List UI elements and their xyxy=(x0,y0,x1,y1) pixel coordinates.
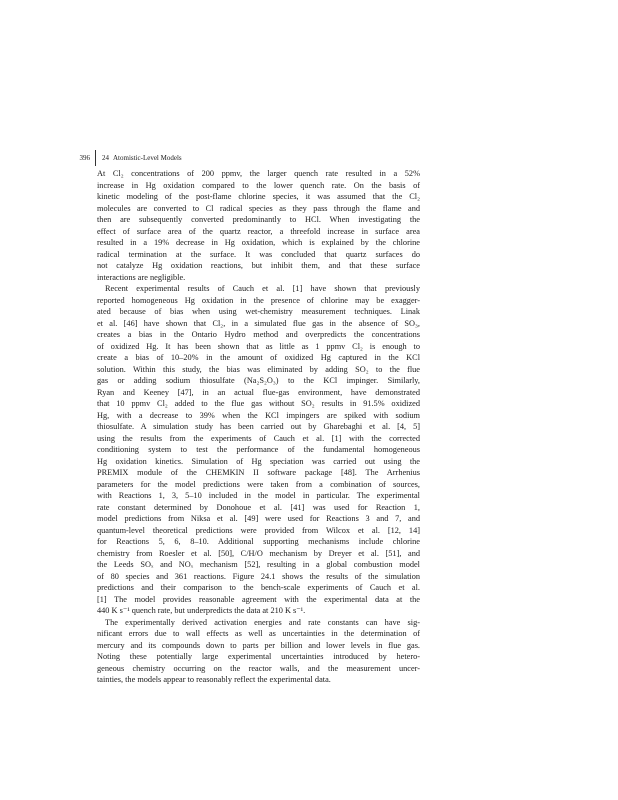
text-line: then are subsequently converted predominantly to HCl. When investigating the xyxy=(97,215,420,224)
header-divider xyxy=(95,150,96,166)
text-line: predictions and their comparison to the bench-scale experiments of Cauch et al. xyxy=(97,583,420,592)
text-line: resulted in a 19% decrease in Hg oxidation, which is explained by the chlorine xyxy=(97,238,420,247)
text-line: the Leeds SOₓ and NOₓ mechanism [52], resulting in a global combustion model xyxy=(97,560,420,569)
text-line: Recent experimental results of Cauch et al. [1] have shown that previously xyxy=(105,284,420,293)
text-line: with Reactions 1, 3, 5–10 included in the model in particular. The experimental xyxy=(97,491,420,500)
text-line: increase in Hg oxidation compared to the lower quench rate. On the basis of xyxy=(97,180,420,190)
text-line: 440 K s⁻¹ quench rate, but underpredicts the data at 210 K s⁻¹. xyxy=(97,606,306,615)
text-line: The experimentally derived activation energies and rate constants can have sig- xyxy=(105,617,420,627)
text-line: create a bias of 10–20% in the amount of oxidized Hg captured in the KCl xyxy=(97,353,420,362)
text-line: quantum-level theoretical predictions were provided from Wilcox et al. [12, 14] xyxy=(97,525,420,535)
text-line: kinetic modeling of the post-flame chlorine species, it was assumed that the Cl₂ xyxy=(97,192,420,201)
text-line: conditioning system to test the performance of the fundamental homogeneous xyxy=(97,445,420,454)
text-line: Ryan and Keeney [47], in an actual flue-gas environment, have demonstrated xyxy=(97,387,420,397)
text-line: interactions are negligible. xyxy=(97,272,186,282)
chapter-title: Atomistic-Level Models xyxy=(113,154,182,162)
page-number: 396 xyxy=(79,154,90,162)
text-line: geneous chemistry occurring on the reactor walls, and the measurement uncer- xyxy=(97,663,420,673)
text-line: mercury and its compounds down to parts per billion and lower levels in flue gas. xyxy=(97,640,420,650)
text-line: Hg, with a decrease to 39% when the KCl impingers are spiked with sodium xyxy=(97,410,420,420)
text-line: reported homogeneous Hg oxidation in the presence of chlorine may be exagger- xyxy=(97,295,420,305)
text-line: creates a bias in the Ontario Hydro method and overpredicts the concentrations xyxy=(97,330,420,339)
text-line: [1] The model provides reasonable agreement with the experimental data at the xyxy=(97,594,420,604)
text-line: effect of surface area of the quartz reactor, a threefold increase in surface area xyxy=(97,226,420,236)
running-header xyxy=(78,150,182,166)
text-line: solution. Within this study, the bias was eliminated by adding SO₂ to the flue xyxy=(97,364,420,374)
text-line: thiosulfate. A simulation study has been carried out by Gharebaghi et al. [4, 5] xyxy=(97,422,420,431)
text-line: rate constant determined by Donohoue et al. [41] was used for Reaction 1, xyxy=(97,502,420,512)
text-line: gas or adding sodium thiosulfate (Na₂S₂O₃) to the KCl impinger. Similarly, xyxy=(97,376,420,385)
text-line: et al. [46] have shown that Cl₂, in a simulated flue gas in the absence of SO₃, xyxy=(97,318,420,328)
text-line: molecules are converted to Cl radical species as they pass through the flame and xyxy=(97,203,420,213)
text-line: tainties, the models appear to reasonably reflect the experimental data. xyxy=(97,675,331,684)
text-line: of 80 species and 361 reactions. Figure 24.1 shows the results of the simulation xyxy=(97,571,420,581)
text-line: for Reactions 5, 6, 8–10. Additional supporting mechanisms include chlorine xyxy=(97,537,420,546)
text-line: PREMIX module of the CHEMKIN II software package [48]. The Arrhenius xyxy=(97,468,420,477)
text-line: At Cl₂ concentrations of 200 ppmv, the larger quench rate resulted in a 52% xyxy=(97,169,420,178)
text-line: Noting these potentially large experimental uncertainties introduced by hetero- xyxy=(97,652,420,661)
body-text xyxy=(97,168,420,686)
text-line: not catalyze Hg oxidation reactions, but inhibit them, and that these surface xyxy=(97,261,420,270)
text-line: using the results from the experiments of Cauch et al. [1] with the corrected xyxy=(97,433,420,443)
text-line: that 10 ppmv Cl₂ added to the flue gas without SO₂ results in 91.5% oxidized xyxy=(97,399,420,408)
text-line: nificant errors due to wall effects as well as uncertainties in the determination of xyxy=(97,629,420,638)
text-line: model predictions from Niksa et al. [49] were used for Reactions 3 and 7, and xyxy=(97,514,420,523)
text-line: chemistry from Roesler et al. [50], C/H/O mechanism by Dreyer et al. [51], and xyxy=(97,548,420,558)
text-line: parameters for the model predictions were taken from a combination of sources, xyxy=(97,479,420,489)
text-line: ated because of bias when using wet-chemistry measurement techniques. Linak xyxy=(97,307,420,316)
text-line: of oxidized Hg. It has been shown that as little as 1 ppmv Cl₂ is enough to xyxy=(97,341,420,351)
chapter-number: 24 xyxy=(102,154,109,162)
text-line: radical termination at the surface. It was concluded that quartz surfaces do xyxy=(97,249,420,259)
text-line: Hg oxidation kinetics. Simulation of Hg speciation was carried out using the xyxy=(97,456,420,466)
